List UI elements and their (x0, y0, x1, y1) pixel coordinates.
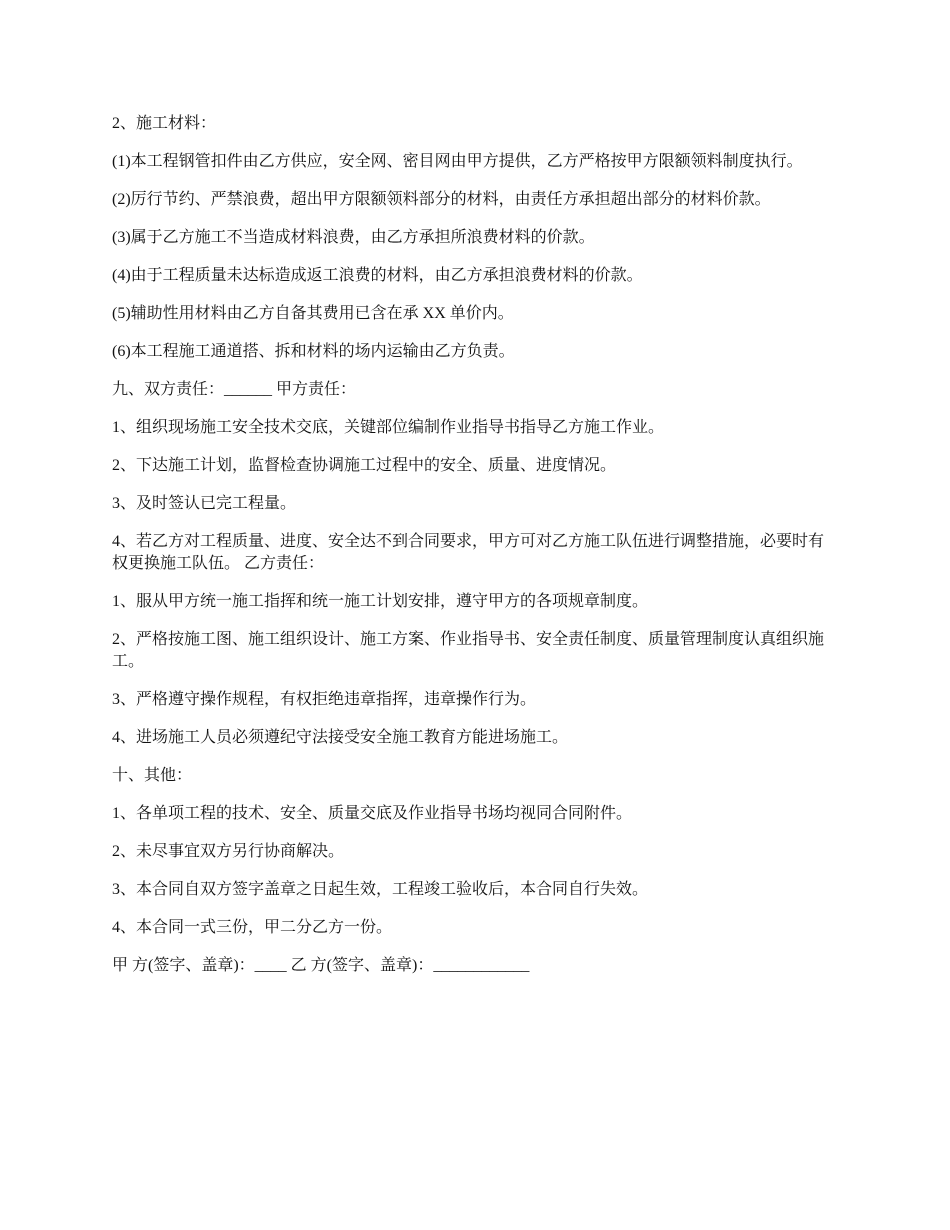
party-a-duty-4: 4、若乙方对工程质量、进度、安全达不到合同要求，甲方可对乙方施工队伍进行调整措施，必要时有权更换施工队伍。 乙方责任： (112, 533, 825, 572)
materials-item-1: (1)本工程钢管扣件由乙方供应，安全网、密目网由甲方提供，乙方严格按甲方限额领料制度执行。 (112, 153, 803, 170)
other-item-2: 2、未尽事宜双方另行协商解决。 (112, 843, 345, 860)
document-body (112, 113, 832, 993)
section-heading-materials: 2、施工材料： (112, 115, 217, 132)
party-b-duty-3: 3、严格遵守操作规程，有权拒绝违章指挥，违章操作行为。 (112, 691, 537, 708)
other-item-3: 3、本合同自双方签字盖章之日起生效，工程竣工验收后，本合同自行失效。 (112, 881, 649, 898)
party-a-duty-3: 3、及时签认已完工程量。 (112, 495, 297, 512)
section-heading-responsibilities: 九、双方责任：______ 甲方责任： (112, 381, 357, 398)
materials-item-6: (6)本工程施工通道搭、拆和材料的场内运输由乙方负责。 (112, 343, 515, 360)
materials-item-4: (4)由于工程质量未达标造成返工浪费的材料，由乙方承担浪费材料的价款。 (112, 267, 643, 284)
materials-item-2: (2)厉行节约、严禁浪费，超出甲方限额领料部分的材料，由责任方承担超出部分的材料价款。 (112, 191, 771, 208)
party-b-duty-1: 1、服从甲方统一施工指挥和统一施工计划安排，遵守甲方的各项规章制度。 (112, 593, 649, 610)
other-item-1: 1、各单项工程的技术、安全、质量交底及作业指导书场均视同合同附件。 (112, 805, 633, 822)
party-b-duty-4: 4、进场施工人员必须遵纪守法接受安全施工教育方能进场施工。 (112, 729, 569, 746)
materials-item-5: (5)辅助性用材料由乙方自备其费用已含在承 XX 单价内。 (112, 305, 514, 322)
signature-line: 甲 方(签字、盖章)：____ 乙 方(签字、盖章)：____________ (112, 957, 530, 974)
materials-item-3: (3)属于乙方施工不当造成材料浪费，由乙方承担所浪费材料的价款。 (112, 229, 595, 246)
party-b-duty-2: 2、严格按施工图、施工组织设计、施工方案、作业指导书、安全责任制度、质量管理制度认真组织施工。 (112, 631, 825, 670)
section-heading-other: 十、其他： (112, 767, 193, 784)
party-a-duty-1: 1、组织现场施工安全技术交底，关键部位编制作业指导书指导乙方施工作业。 (112, 419, 665, 436)
other-item-4: 4、本合同一式三份，甲二分乙方一份。 (112, 919, 393, 936)
party-a-duty-2: 2、下达施工计划，监督检查协调施工过程中的安全、质量、进度情况。 (112, 457, 617, 474)
